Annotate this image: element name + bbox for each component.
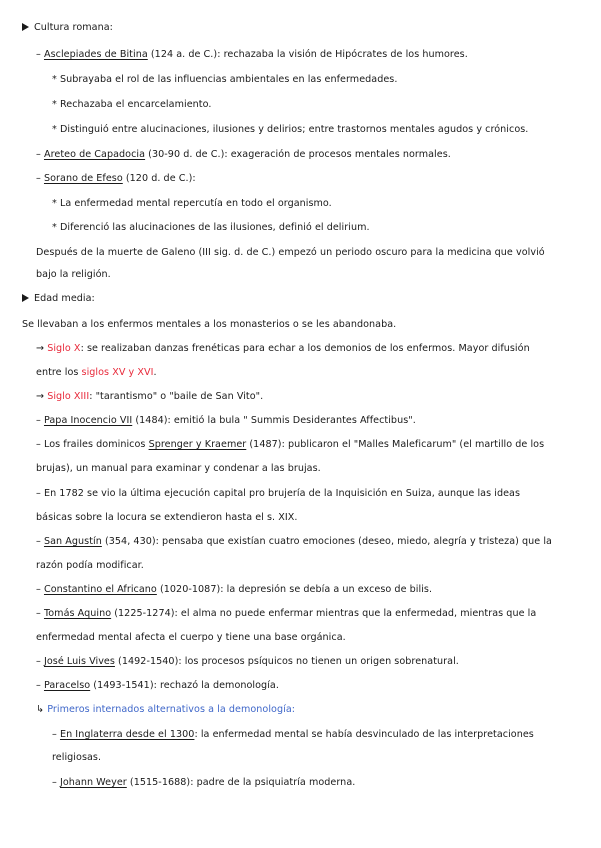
star-bullet-icon: * [52,74,57,85]
person-name: Tomás Aquino [43,608,112,619]
note-line [36,390,263,404]
note-text: La enfermedad mental repercutía en todo el organismo. [59,198,332,209]
century-label: Siglo X [47,343,81,354]
note-text: (1492-1540): los procesos psíquicos no tienen un origen sobrenatural. [114,656,459,667]
dash-bullet-icon: – [36,173,41,184]
note-text: : "tarantismo" o "baile de San Vito". [89,391,264,402]
dash-bullet-icon: – [36,415,41,426]
note-line [22,318,396,332]
note-line [36,414,416,428]
note-text: (124 a. de C.): rechazaba la visión de Hipócrates de los humores. [147,49,468,60]
note-line [36,511,297,525]
person-name: Papa Inocencio VII [43,415,133,426]
note-line [36,366,157,380]
century-label: Siglo XIII [47,391,90,402]
note-text: : se realizaban danzas frenéticas para echar a los demonios de los enfermos. Mayor difusión [80,343,530,354]
note-text: . [153,367,157,378]
note-text: razón podía modificar. [36,560,144,571]
note-line [52,221,370,235]
person-name: Asclepiades de Bitina [43,49,148,60]
note-text: Rechazaba el encarcelamiento. [59,99,212,110]
dash-bullet-icon: – [36,488,41,499]
note-line [36,535,552,549]
note-text: (120 d. de C.): [122,173,196,184]
dash-bullet-icon: – [36,608,41,619]
dash-bullet-icon: – [36,49,41,60]
person-name: José Luis Vives [43,656,115,667]
note-line [36,679,279,693]
note-text: (354, 430): pensaba que existían cuatro emociones (deseo, miedo, alegría y tristeza) que la [101,536,552,547]
dash-bullet-icon: – [36,439,41,450]
person-name: Constantino el Africano [43,584,157,595]
note-text: (1484): emitió la bula " Summis Desiderantes Affectibus". [132,415,416,426]
note-text: Se llevaban a los enfermos mentales a los monasterios o se les abandonaba. [22,319,397,330]
dash-bullet-icon: – [52,777,57,788]
note-text: enfermedad mental afecta el cuerpo y tiene una base orgánica. [36,632,346,643]
person-name: Sorano de Efeso [43,173,123,184]
corner-arrow-icon: ↳ [36,704,45,715]
person-name: Areteo de Capadocia [43,149,146,160]
dash-bullet-icon: – [36,584,41,595]
note-line [52,98,211,112]
century-label: siglos XV y XVI [81,367,154,378]
note-line [36,268,111,282]
note-text: básicas sobre la locura se extendieron hasta el s. XIX. [36,512,298,523]
star-bullet-icon: * [52,222,57,233]
note-line [36,246,545,260]
heading-text: Cultura romana: [34,22,113,33]
star-bullet-icon: * [52,198,57,209]
note-line [52,73,397,87]
note-text: (1515-1688): padre de la psiquiatría moderna. [126,777,356,788]
note-text: brujas), un manual para examinar y condenar a las brujas. [36,463,321,474]
note-line [36,438,544,452]
person-name: San Agustín [43,536,102,547]
note-line [36,607,536,621]
note-line [36,342,530,356]
note-text: religiosas. [52,752,102,763]
dash-bullet-icon: – [36,536,41,547]
note-line [52,751,101,765]
note-text: entre los [36,367,82,378]
section-heading-roman [22,21,113,35]
note-line [36,462,321,476]
note-line [36,703,295,717]
note-text: bajo la religión. [36,269,111,280]
note-line [52,197,332,211]
note-text: Después de la muerte de Galeno (III sig. d. de C.) empezó un periodo oscuro para la medicina que volvió [36,247,545,258]
note-line [36,148,451,162]
person-name: Paracelso [43,680,91,691]
subheading-blue: Primeros internados alternativos a la demonología: [47,704,296,715]
note-line [36,583,432,597]
note-text: (1493-1541): rechazó la demonología. [90,680,279,691]
note-text: Diferenció las alucinaciones de las ilusiones, definió el delirium. [59,222,370,233]
section-heading-medieval [22,292,95,306]
note-line [36,487,520,501]
note-line [36,655,459,669]
note-text: (1225-1274): el alma no puede enfermar mientras que la enfermedad, mientras que la [111,608,537,619]
dash-bullet-icon: – [36,149,41,160]
arrow-bullet-icon: → [36,391,45,402]
person-name: Johann Weyer [59,777,127,788]
note-text: Distinguió entre alucinaciones, ilusiones y delirios; entre trastornos mentales agudos y crónicos. [59,124,529,135]
star-bullet-icon: * [52,99,57,110]
person-name: Sprenger y Kraemer [148,439,247,450]
dash-bullet-icon: – [36,656,41,667]
star-bullet-icon: * [52,124,57,135]
note-text: (1487): publicaron el "Malles Maleficarum" (el martillo de los [246,439,545,450]
heading-text: Edad media: [34,293,95,304]
triangle-bullet-icon [22,23,29,31]
note-line [36,559,144,573]
note-line [36,48,468,62]
note-line [52,776,355,790]
note-line [36,631,346,645]
dash-bullet-icon: – [36,680,41,691]
note-text: Los frailes dominicos [43,439,149,450]
note-line [52,123,528,137]
triangle-bullet-icon [22,294,29,302]
arrow-bullet-icon: → [36,343,45,354]
note-text: Subrayaba el rol de las influencias ambientales en las enfermedades. [59,74,398,85]
note-text: (30-90 d. de C.): exageración de procesos mentales normales. [145,149,451,160]
dash-bullet-icon: – [52,729,57,740]
place-name: En Inglaterra desde el 1300 [59,729,195,740]
note-line [36,172,196,186]
note-text: En 1782 se vio la última ejecución capital pro brujería de la Inquisición en Suiza, aunque las ideas [43,488,521,499]
note-text: (1020-1087): la depresión se debía a un exceso de bilis. [156,584,433,595]
note-line [52,728,534,742]
note-text: : la enfermedad mental se había desvinculado de las interpretaciones [194,729,534,740]
